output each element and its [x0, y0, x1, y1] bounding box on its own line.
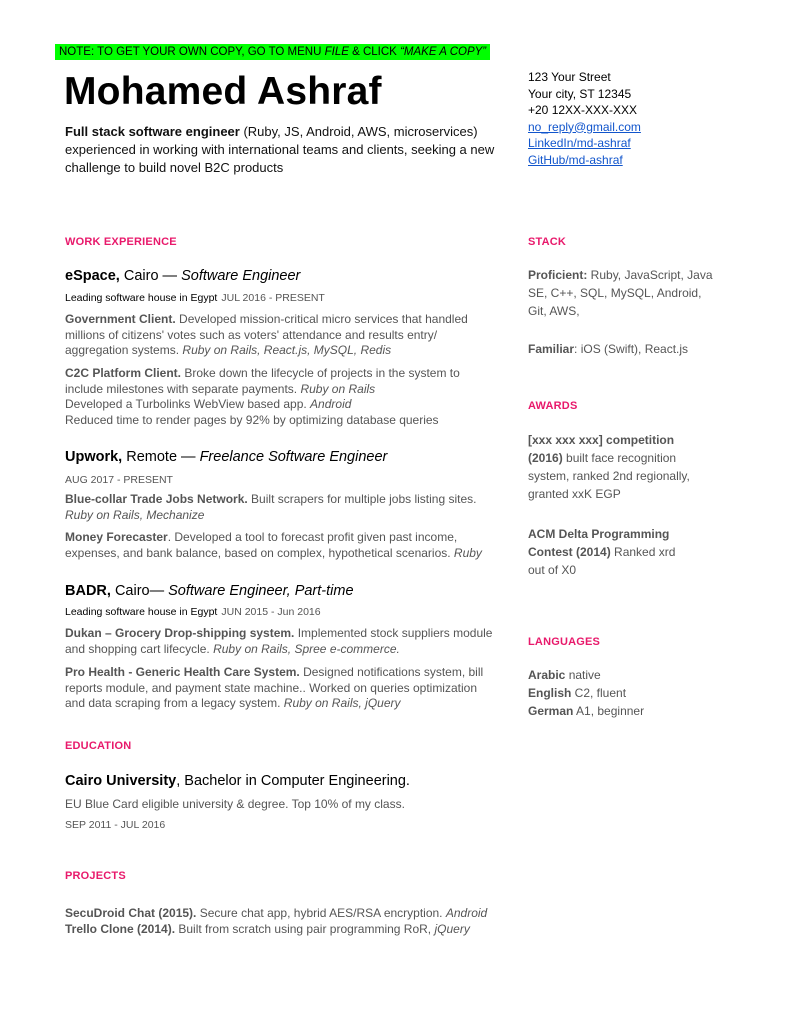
job-role: Software Engineer, Part-time [168, 583, 354, 599]
education-title [65, 773, 410, 789]
language-name: German [528, 704, 574, 718]
language-item [528, 684, 713, 702]
item-title: Pro Health - Generic Health Care System. [65, 665, 300, 679]
project-item [65, 922, 525, 938]
stack-familiar [528, 340, 713, 358]
item-title: Money Forecaster [65, 530, 168, 544]
language-level: A1, beginner [573, 704, 645, 718]
section-stack: STACK [528, 236, 567, 248]
languages-list [528, 666, 713, 720]
item-text: Broke down the lifecycle of projects in the system to include milestones with separate payments. [65, 366, 460, 396]
job-dates: JUN 2015 - Jun 2016 [221, 606, 321, 618]
summary-title: Full stack software engineer [65, 124, 240, 139]
item-title: C2C Platform Client. [65, 366, 182, 380]
item-title: Blue-collar Trade Jobs Network. [65, 492, 248, 506]
job-meta [65, 606, 321, 618]
note-text: NOTE: TO GET YOUR OWN COPY, GO TO MENU [59, 46, 325, 58]
stack-label: Proficient: [528, 268, 588, 282]
award-text: built face recognition system, ranked 2nd regionally, granted xxK EGP [528, 451, 690, 501]
summary-text: (Ruby, JS, Android, AWS, microservices) experienced in working with international teams and clients, seeking a new challenge to build novel B2C products [65, 124, 495, 175]
item-text: Implemented stock suppliers module and shopping cart lifecycle. [65, 626, 493, 656]
contact-block [528, 69, 641, 168]
project-tech: jQuery [434, 922, 470, 936]
linkedin-link[interactable]: LinkedIn/md-ashraf [528, 136, 631, 150]
job-company: Upwork, [65, 449, 123, 465]
item-tech: Ruby on Rails, React.js, MySQL, Redis [182, 343, 392, 357]
job-item [65, 366, 495, 428]
email-link[interactable]: no_reply@gmail.com [528, 119, 641, 134]
summary [65, 123, 495, 177]
education-dates: SEP 2011 - JUL 2016 [65, 819, 166, 831]
project-text: Secure chat app, hybrid AES/RSA encryption. [196, 906, 446, 920]
contact-phone: +20 12XX-XXX-XXX [528, 103, 638, 117]
job-location: Cairo— [110, 583, 169, 599]
contact-street: 123 Your Street [528, 70, 611, 84]
project-title: SecuDroid Chat (2015). [65, 906, 197, 920]
stack-label: Familiar [528, 342, 575, 356]
section-work-experience: WORK EXPERIENCE [65, 236, 177, 248]
project-text: Built from scratch using pair programming RoR, [175, 922, 435, 936]
item-title: Dukan – Grocery Drop-shipping system. [65, 626, 295, 640]
award-title: [xxx xxx xxx] competition (2016) [528, 433, 675, 465]
item-tech: Ruby [453, 545, 482, 560]
language-level: C2, fluent [571, 686, 627, 700]
job-company: BADR, [65, 583, 111, 599]
job-title-badr [65, 583, 354, 599]
section-education: EDUCATION [65, 740, 132, 752]
item-text: Developed a Turbolinks WebView based app. [65, 397, 311, 411]
item-text: . Developed a tool to forecast profit given past income, expenses, and bank balance, based on complex, hypothetical scenarios. [65, 530, 458, 560]
github-link[interactable]: GitHub/md-ashraf [528, 152, 623, 167]
note-text-2: & CLICK [348, 46, 401, 58]
item-text: Reduced time to render pages by 92% by optimizing database queries [65, 412, 439, 427]
resume-name: Mohamed Ashraf [64, 70, 382, 113]
job-meta [65, 292, 325, 304]
award-text: Ranked xrd out of X0 [528, 545, 676, 577]
item-tech: Ruby on Rails, Spree e-commerce. [213, 641, 400, 656]
stack-proficient [528, 266, 713, 320]
project-item [65, 906, 525, 922]
item-title: Government Client. [65, 312, 176, 326]
language-item [528, 666, 713, 684]
job-title-upwork [65, 449, 387, 465]
job-title-espace [65, 268, 300, 284]
note-file: FILE [324, 46, 349, 58]
section-languages: LANGUAGES [528, 636, 601, 648]
job-description: Leading software house in Egypt [65, 292, 218, 304]
job-dates: JUL 2016 - PRESENT [221, 292, 325, 304]
job-item [65, 665, 495, 712]
job-item [65, 626, 495, 657]
item-text: Developed mission-critical micro services that handled millions of citizens' votes such as voters' attendance and results entry/ aggregation systems. [65, 312, 468, 357]
contact-city: Your city, ST 12345 [528, 86, 632, 101]
item-text: Built scrapers for multiple jobs listing sites. [247, 492, 477, 506]
job-company: eSpace, [65, 268, 120, 284]
note-make-copy: “MAKE A COPY” [400, 46, 487, 58]
job-description: Leading software house in Egypt [65, 606, 218, 618]
award-item [528, 525, 688, 579]
section-projects: PROJECTS [65, 870, 126, 882]
job-item [65, 312, 495, 359]
award-title: ACM Delta Programming Contest (2014) [528, 527, 670, 559]
education-school: Cairo University [65, 773, 177, 789]
section-awards: AWARDS [528, 400, 578, 412]
job-location: Remote — [122, 449, 200, 465]
language-item [528, 702, 713, 720]
stack-text: Ruby, JavaScript, Java SE, C++, SQL, MySQL, Android, Git, AWS, [528, 268, 713, 318]
item-tech: Ruby on Rails [300, 381, 376, 396]
project-tech: Android [445, 906, 488, 920]
item-tech: Ruby on Rails, jQuery [283, 696, 401, 710]
job-location: Cairo — [119, 268, 182, 284]
item-tech: Ruby on Rails, Mechanize [65, 507, 205, 522]
language-name: Arabic [528, 668, 566, 682]
copy-note-banner [55, 44, 490, 60]
stack-text: : iOS (Swift), React.js [574, 342, 689, 356]
education-degree: , Bachelor in Computer Engineering. [176, 773, 410, 789]
job-dates: AUG 2017 - PRESENT [65, 474, 173, 486]
language-name: English [528, 686, 572, 700]
education-note: EU Blue Card eligible university & degree. Top 10% of my class. [65, 797, 405, 811]
job-item [65, 492, 495, 523]
job-role: Software Engineer [181, 268, 301, 284]
job-role: Freelance Software Engineer [199, 449, 388, 465]
job-item [65, 530, 495, 561]
award-item [528, 431, 703, 503]
project-title: Trello Clone (2014). [65, 922, 176, 936]
item-tech: Android [310, 397, 352, 411]
language-level: native [565, 668, 601, 682]
item-text: Designed notifications system, bill reports module, and payment state machine.. Worked on queries optimization and data scraping from a legacy system. [65, 665, 484, 710]
